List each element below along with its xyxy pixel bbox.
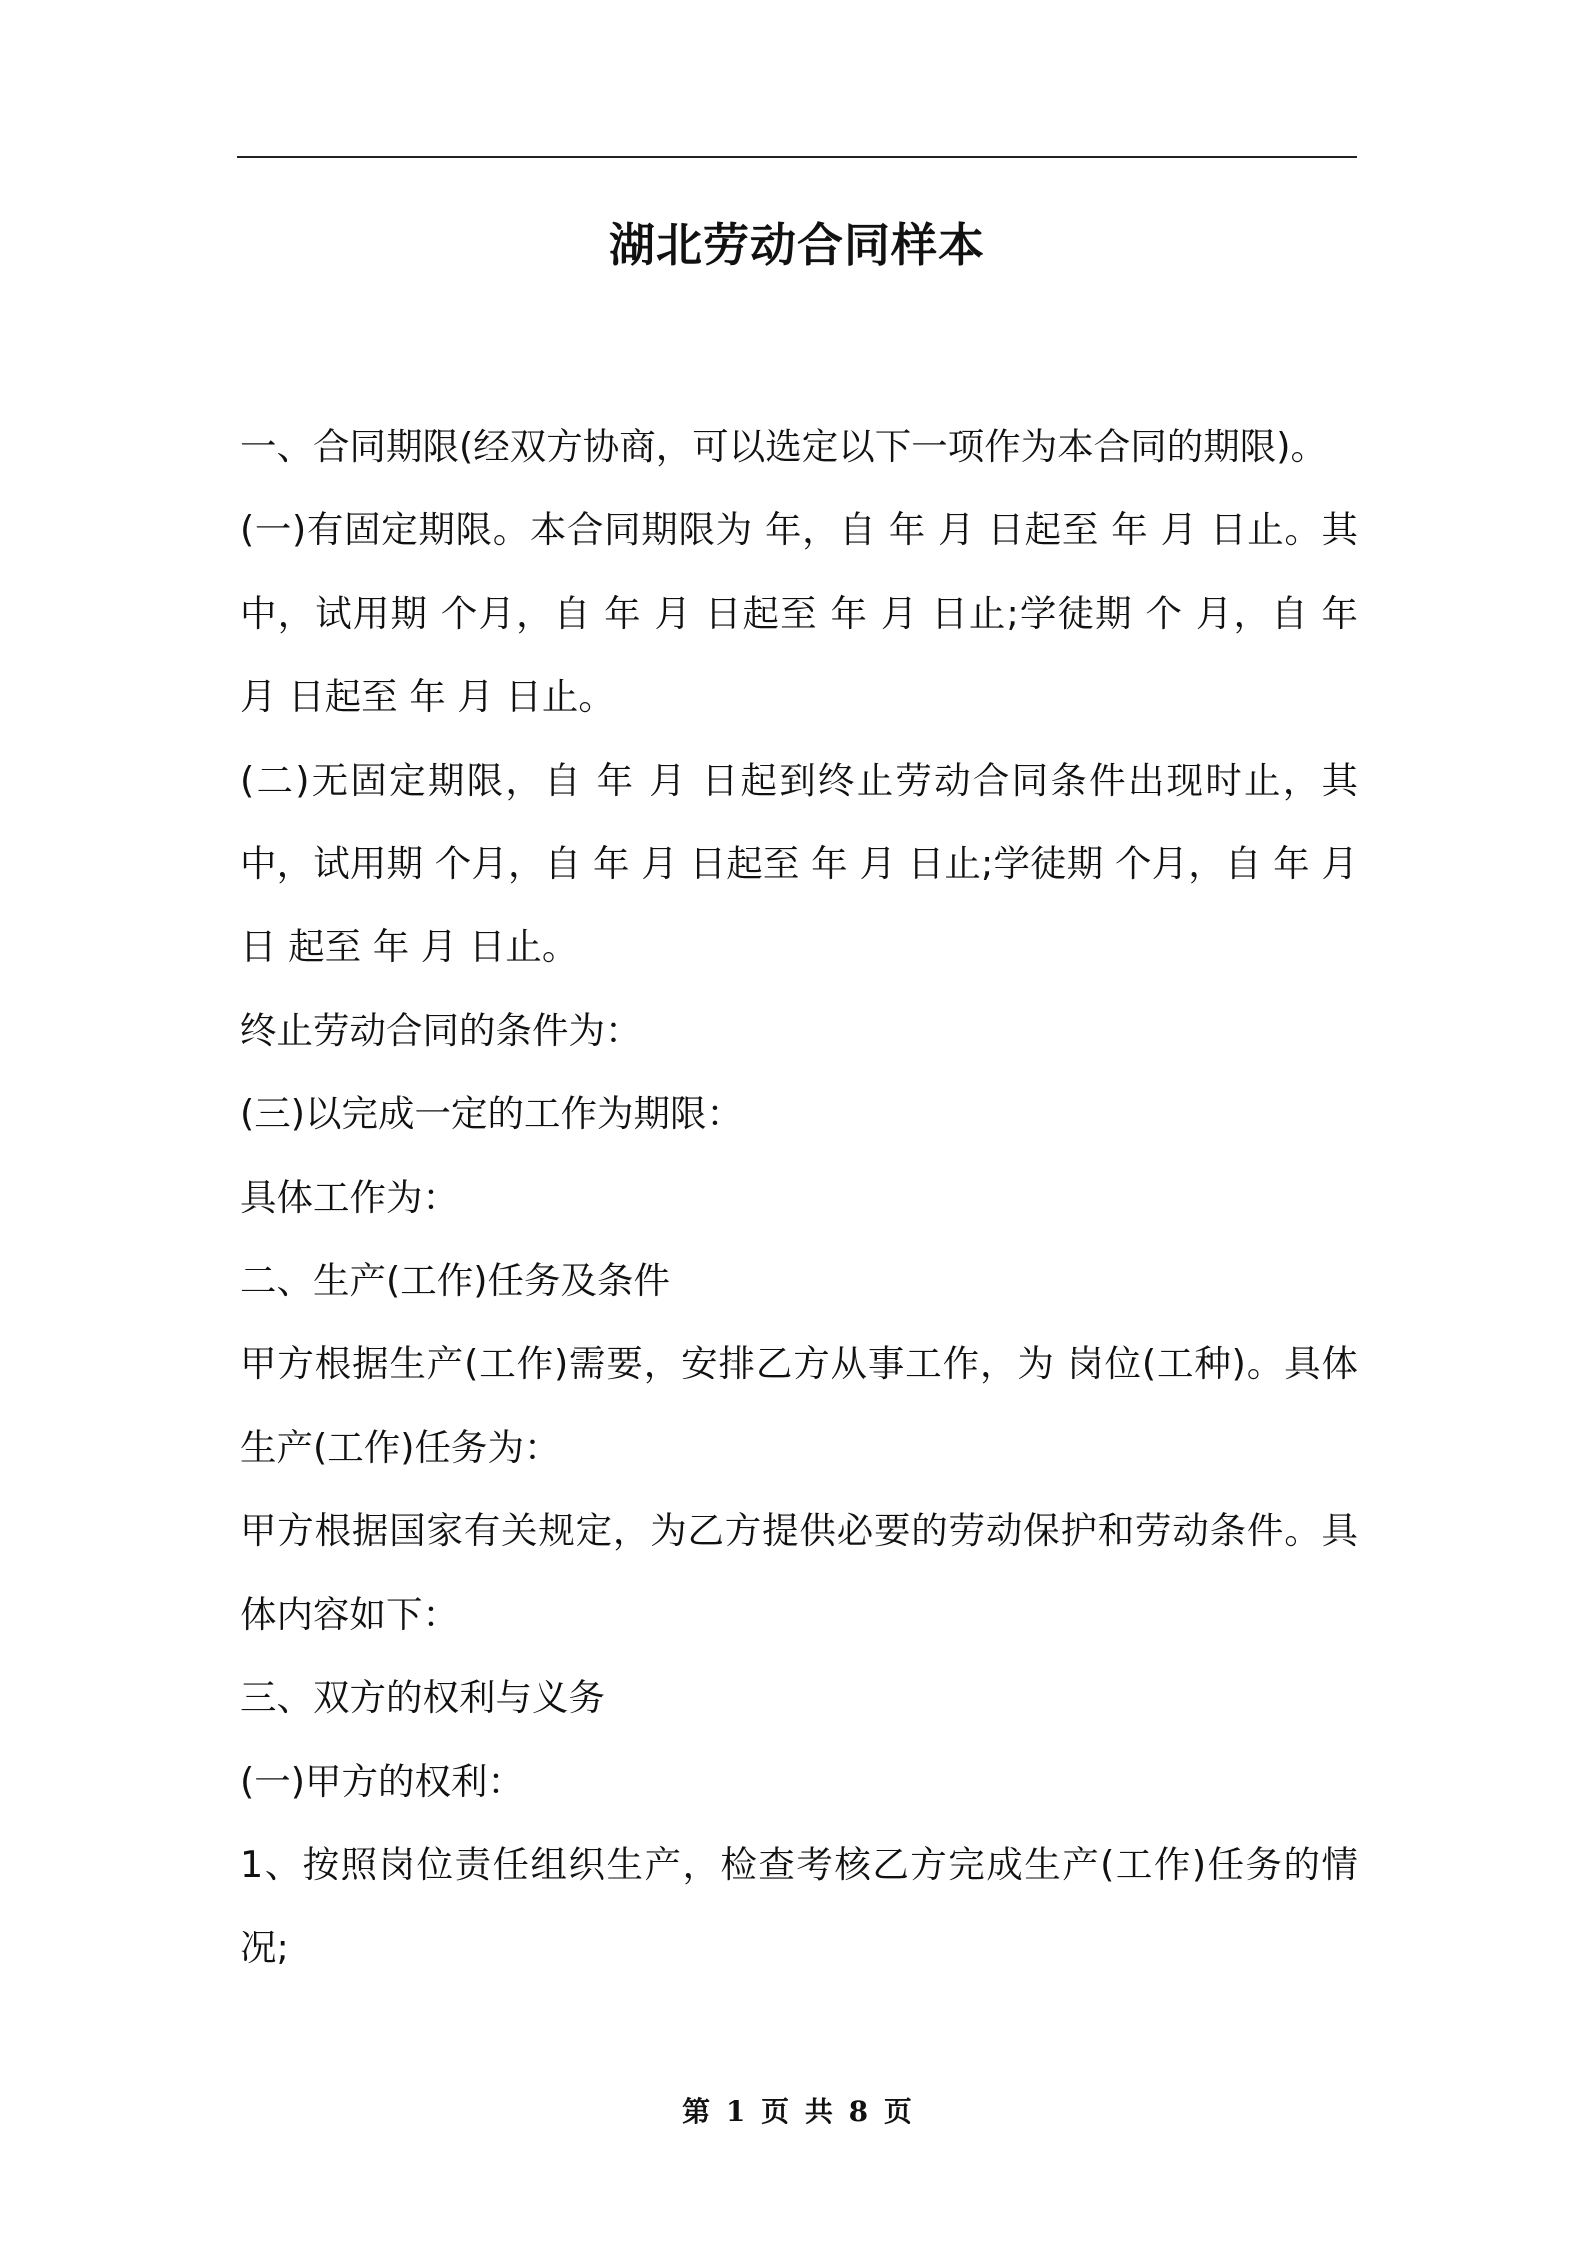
work-assignment: 甲方根据生产(工作)需要，安排乙方从事工作，为 岗位(工种)。具体生产(工作)任务为： bbox=[240, 1342, 1358, 1469]
header-rule bbox=[237, 156, 1357, 158]
clause-fixed-term: (一)有固定期限。本合同期限为 年，自 年 月 日起至 年 月 日止。其中，试用期 个月，自 年 月 日起至 年 月 日止;学徒期 个 月，自 年 月 日起至 年 月 日止。 bbox=[240, 508, 1358, 719]
party-a-right-1: 1、按照岗位责任组织生产，检查考核乙方完成生产(工作)任务的情况; bbox=[240, 1842, 1358, 1970]
page-indicator: 第 1 页 共 8 页 bbox=[682, 2095, 912, 2128]
document-title: 湖北劳动合同样本 bbox=[609, 218, 985, 272]
document-body bbox=[240, 405, 1358, 1990]
section-3-heading: 三、双方的权利与义务 bbox=[240, 1676, 605, 1720]
clause-open-term: (二)无固定期限，自 年 月 日起到终止劳动合同条件出现时止，其中，试用期 个月，自 年 月 日起至 年 月 日止;学徒期 个月，自 年 月 日 起至 年 月 日止。 bbox=[240, 758, 1358, 969]
section-1-heading: 一、合同期限(经双方协商，可以选定以下一项作为本合同的期限)。 bbox=[240, 425, 1327, 468]
specific-work: 具体工作为： bbox=[240, 1175, 459, 1219]
section-2-heading: 二、生产(工作)任务及条件 bbox=[240, 1259, 670, 1303]
clause-task-term: (三)以完成一定的工作为期限： bbox=[240, 1092, 743, 1136]
termination-conditions: 终止劳动合同的条件为： bbox=[240, 1008, 642, 1052]
party-a-rights-heading: (一)甲方的权利： bbox=[240, 1759, 524, 1803]
labor-protection: 甲方根据国家有关规定，为乙方提供必要的劳动保护和劳动条件。具体内容如下： bbox=[240, 1509, 1358, 1636]
